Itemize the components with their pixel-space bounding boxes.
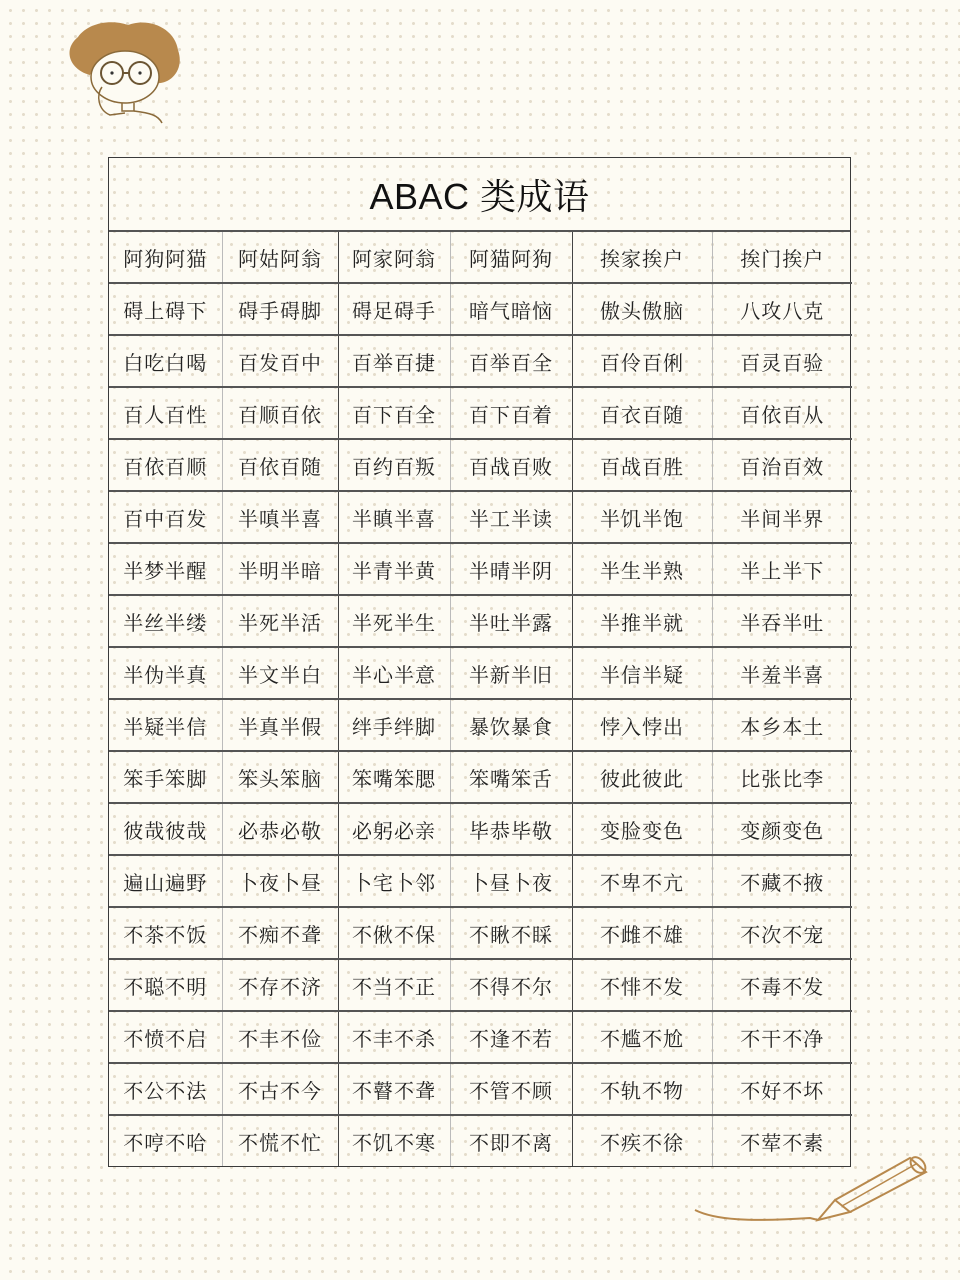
table-row bbox=[109, 959, 852, 1011]
table-row bbox=[109, 283, 852, 335]
idiom-cell: 笨嘴笨腮 bbox=[338, 751, 450, 803]
idiom-cell: 百中百发 bbox=[109, 491, 222, 543]
idiom-cell: 不茶不饭 bbox=[109, 907, 222, 959]
idiom-cell: 百下百着 bbox=[450, 387, 572, 439]
idiom-cell: 百下百全 bbox=[338, 387, 450, 439]
idiom-cell: 傲头傲脑 bbox=[572, 283, 712, 335]
idiom-cell: 变脸变色 bbox=[572, 803, 712, 855]
idiom-cell: 百举百捷 bbox=[338, 335, 450, 387]
table-row bbox=[109, 907, 852, 959]
table-row bbox=[109, 855, 852, 907]
idiom-cell: 八攻八克 bbox=[712, 283, 852, 335]
idiom-cell: 半死半生 bbox=[338, 595, 450, 647]
idiom-cell: 不瞽不聋 bbox=[338, 1063, 450, 1115]
idiom-cell: 百伶百俐 bbox=[572, 335, 712, 387]
table-row bbox=[109, 387, 852, 439]
idiom-cell: 绊手绊脚 bbox=[338, 699, 450, 751]
idiom-cell: 百举百全 bbox=[450, 335, 572, 387]
idiom-cell: 白吃白喝 bbox=[109, 335, 222, 387]
idiom-cell: 不管不顾 bbox=[450, 1063, 572, 1115]
idiom-cell: 百灵百验 bbox=[712, 335, 852, 387]
idiom-cell: 遍山遍野 bbox=[109, 855, 222, 907]
idiom-cell: 半信半疑 bbox=[572, 647, 712, 699]
idiom-cell: 半饥半饱 bbox=[572, 491, 712, 543]
idiom-cell: 百顺百依 bbox=[222, 387, 338, 439]
idiom-cell: 不干不净 bbox=[712, 1011, 852, 1063]
idiom-cell: 笨嘴笨舌 bbox=[450, 751, 572, 803]
idiom-cell: 必恭必敬 bbox=[222, 803, 338, 855]
idiom-cell: 不好不坏 bbox=[712, 1063, 852, 1115]
table-row bbox=[109, 1063, 852, 1115]
idiom-cell: 暴饮暴食 bbox=[450, 699, 572, 751]
table-row bbox=[109, 699, 852, 751]
idiom-cell: 不疾不徐 bbox=[572, 1115, 712, 1166]
idiom-cell: 彼哉彼哉 bbox=[109, 803, 222, 855]
idiom-cell: 半吞半吐 bbox=[712, 595, 852, 647]
idiom-cell: 半明半暗 bbox=[222, 543, 338, 595]
idiom-cell: 半疑半信 bbox=[109, 699, 222, 751]
idiom-cell: 阿狗阿猫 bbox=[109, 232, 222, 283]
table-row bbox=[109, 595, 852, 647]
idiom-cell: 半晴半阴 bbox=[450, 543, 572, 595]
idiom-cell: 不藏不掖 bbox=[712, 855, 852, 907]
idiom-cell: 半死半活 bbox=[222, 595, 338, 647]
idiom-cell: 不丰不杀 bbox=[338, 1011, 450, 1063]
idiom-cell: 不偢不保 bbox=[338, 907, 450, 959]
idiom-cell: 彼此彼此 bbox=[572, 751, 712, 803]
idiom-cell: 百治百效 bbox=[712, 439, 852, 491]
table-row bbox=[109, 335, 852, 387]
idiom-cell: 阿猫阿狗 bbox=[450, 232, 572, 283]
idiom-cell: 百依百从 bbox=[712, 387, 852, 439]
idiom-cell: 半梦半醒 bbox=[109, 543, 222, 595]
idiom-cell: 不古不今 bbox=[222, 1063, 338, 1115]
idiom-cell: 不当不正 bbox=[338, 959, 450, 1011]
idiom-cell: 不卑不亢 bbox=[572, 855, 712, 907]
page-title: ABAC 类成语 bbox=[109, 158, 850, 232]
idiom-cell: 不尴不尬 bbox=[572, 1011, 712, 1063]
idiom-cell: 不存不济 bbox=[222, 959, 338, 1011]
idiom-cell: 阿家阿翁 bbox=[338, 232, 450, 283]
idiom-cell: 不饥不寒 bbox=[338, 1115, 450, 1166]
pencil-icon bbox=[690, 1150, 940, 1260]
idiom-cell: 笨头笨脑 bbox=[222, 751, 338, 803]
idiom-cell: 悖入悖出 bbox=[572, 699, 712, 751]
idiom-cell: 百约百叛 bbox=[338, 439, 450, 491]
idiom-cell: 半吐半露 bbox=[450, 595, 572, 647]
idiom-cell: 半心半意 bbox=[338, 647, 450, 699]
idiom-cell: 比张比李 bbox=[712, 751, 852, 803]
idiom-cell: 半丝半缕 bbox=[109, 595, 222, 647]
table-row bbox=[109, 439, 852, 491]
idiom-cell: 半羞半喜 bbox=[712, 647, 852, 699]
idiom-cell: 百依百顺 bbox=[109, 439, 222, 491]
table-row bbox=[109, 751, 852, 803]
idiom-cell: 卜宅卜邻 bbox=[338, 855, 450, 907]
idiom-cell: 卜夜卜昼 bbox=[222, 855, 338, 907]
idiom-cell: 半瞋半喜 bbox=[338, 491, 450, 543]
idiom-cell: 不慌不忙 bbox=[222, 1115, 338, 1166]
idiom-cell: 半嗔半喜 bbox=[222, 491, 338, 543]
idiom-cell: 半伪半真 bbox=[109, 647, 222, 699]
idiom-cell: 半真半假 bbox=[222, 699, 338, 751]
girl-with-glasses-icon bbox=[50, 15, 200, 125]
idiom-cell: 挨门挨户 bbox=[712, 232, 852, 283]
idiom-cell: 不雌不雄 bbox=[572, 907, 712, 959]
idiom-cell: 不轨不物 bbox=[572, 1063, 712, 1115]
idiom-cell: 百人百性 bbox=[109, 387, 222, 439]
idiom-cell: 不哼不哈 bbox=[109, 1115, 222, 1166]
table-row bbox=[109, 647, 852, 699]
table-row bbox=[109, 543, 852, 595]
idiom-cell: 本乡本土 bbox=[712, 699, 852, 751]
idiom-cell: 不聪不明 bbox=[109, 959, 222, 1011]
idiom-cell: 不荤不素 bbox=[740, 1130, 825, 1155]
idiom-cell: 碍手碍脚 bbox=[222, 283, 338, 335]
idiom-cell: 半青半黄 bbox=[338, 543, 450, 595]
idiom-cell: 不逢不若 bbox=[450, 1011, 572, 1063]
table-row bbox=[109, 491, 852, 543]
table-row bbox=[109, 1011, 852, 1063]
idiom-cell: 百战百胜 bbox=[572, 439, 712, 491]
idiom-cell: 半生半熟 bbox=[572, 543, 712, 595]
idiom-cell: 笨手笨脚 bbox=[109, 751, 222, 803]
idiom-table bbox=[109, 232, 852, 1166]
idiom-cell: 不愤不启 bbox=[109, 1011, 222, 1063]
idiom-cell: 百发百中 bbox=[222, 335, 338, 387]
table-row bbox=[109, 232, 852, 283]
idiom-cell: 半新半旧 bbox=[450, 647, 572, 699]
idiom-cell: 半间半界 bbox=[712, 491, 852, 543]
idiom-cell: 百依百随 bbox=[222, 439, 338, 491]
idiom-cell: 必躬必亲 bbox=[338, 803, 450, 855]
idiom-cell: 碍上碍下 bbox=[109, 283, 222, 335]
idiom-cell: 百衣百随 bbox=[572, 387, 712, 439]
idiom-cell: 不痴不聋 bbox=[222, 907, 338, 959]
idiom-cell: 百战百败 bbox=[450, 439, 572, 491]
idiom-cell: 卜昼卜夜 bbox=[450, 855, 572, 907]
idiom-cell: 不丰不俭 bbox=[222, 1011, 338, 1063]
idiom-cell: 不瞅不睬 bbox=[450, 907, 572, 959]
idiom-cell: 毕恭毕敬 bbox=[450, 803, 572, 855]
idiom-cell: 不毒不发 bbox=[712, 959, 852, 1011]
idiom-cell: 挨家挨户 bbox=[572, 232, 712, 283]
table-row bbox=[109, 803, 852, 855]
idiom-cell: 不悱不发 bbox=[572, 959, 712, 1011]
idiom-cell: 半工半读 bbox=[450, 491, 572, 543]
idiom-cell: 暗气暗恼 bbox=[450, 283, 572, 335]
idiom-cell: 变颜变色 bbox=[712, 803, 852, 855]
idiom-cell: 不次不宠 bbox=[712, 907, 852, 959]
idiom-cell: 半上半下 bbox=[712, 543, 852, 595]
idiom-cell: 半文半白 bbox=[222, 647, 338, 699]
idiom-cell: 不得不尔 bbox=[450, 959, 572, 1011]
idiom-cell: 半推半就 bbox=[572, 595, 712, 647]
idiom-cell: 不即不离 bbox=[450, 1115, 572, 1166]
idiom-cell: 不公不法 bbox=[109, 1063, 222, 1115]
idiom-cell: 碍足碍手 bbox=[338, 283, 450, 335]
idiom-sheet bbox=[108, 157, 851, 1167]
idiom-cell: 阿姑阿翁 bbox=[222, 232, 338, 283]
